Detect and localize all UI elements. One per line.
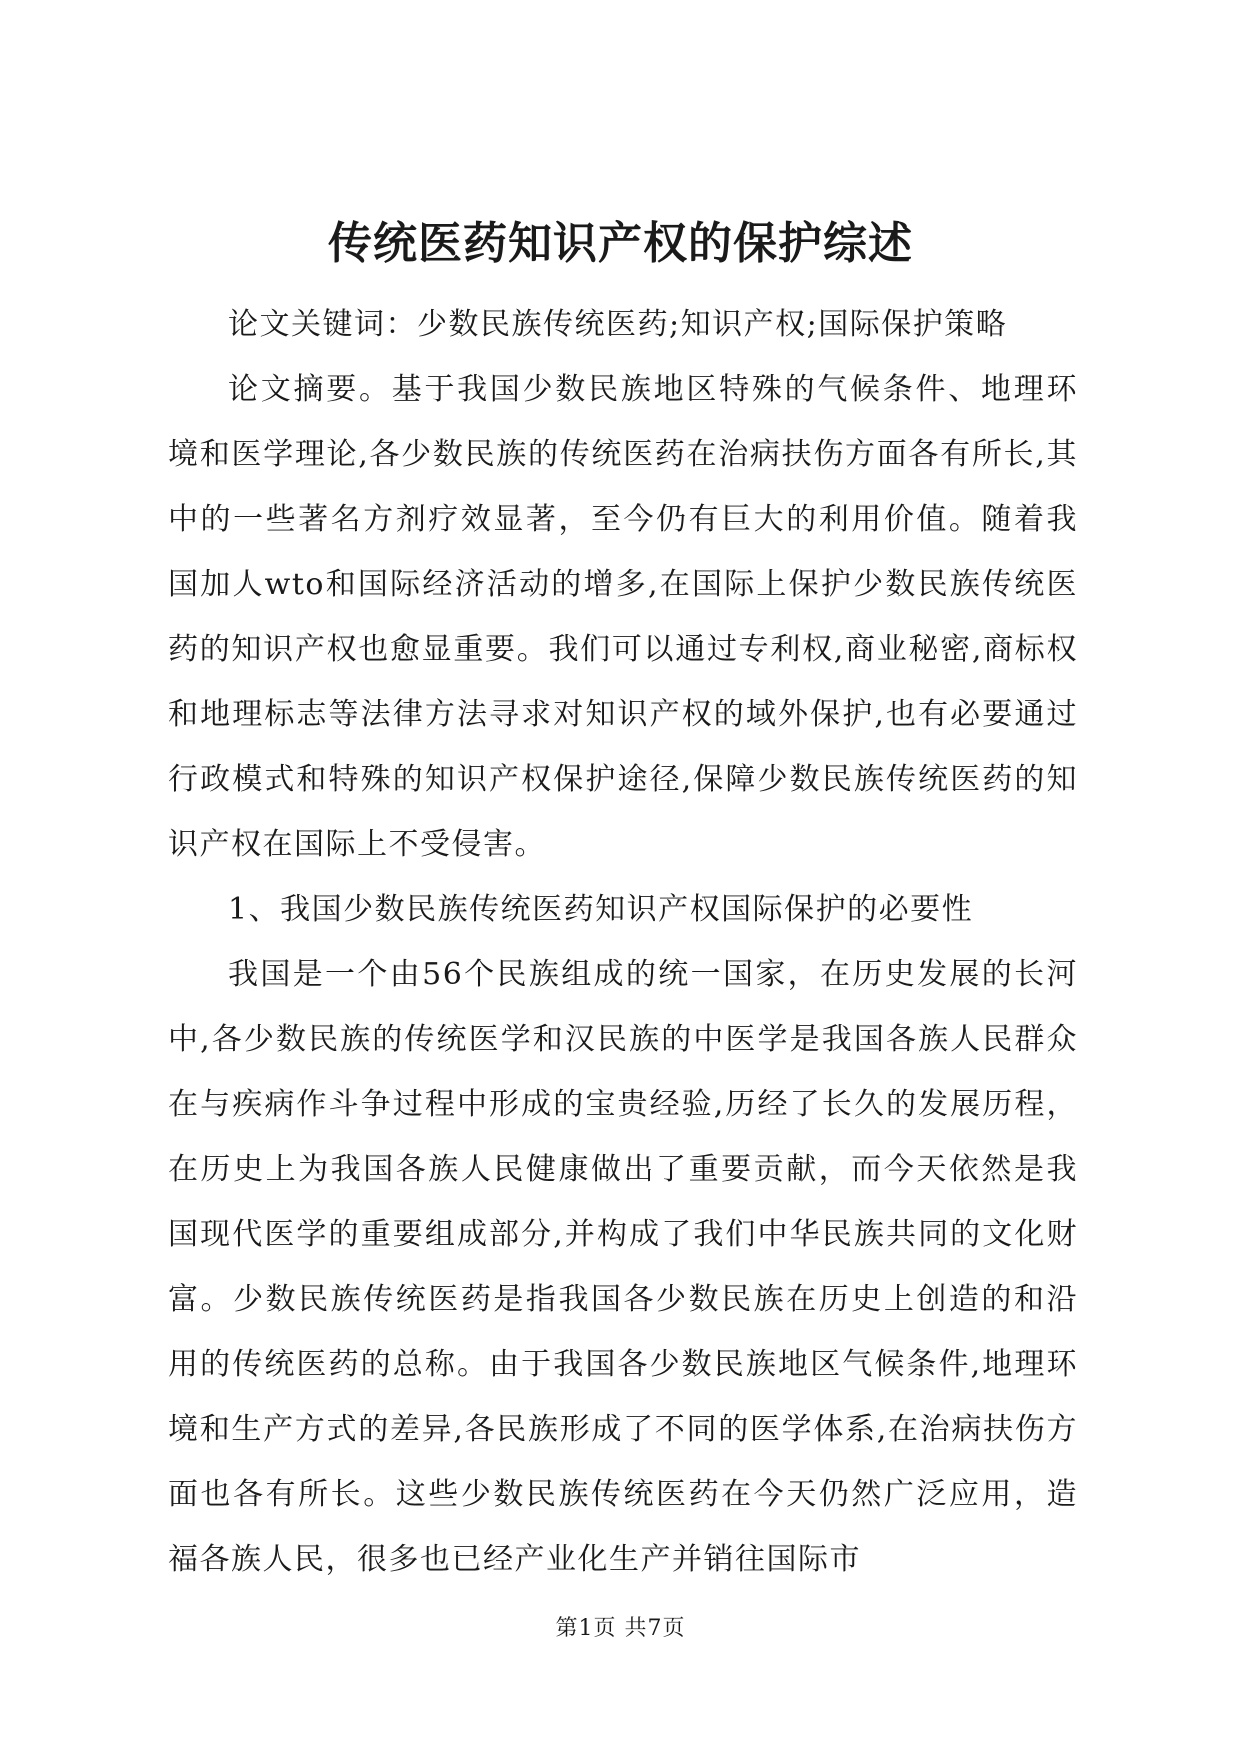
document-body: [168, 292, 1078, 1592]
abstract-paragraph: 论文摘要。基于我国少数民族地区特殊的气候条件、地理环境和医学理论,各少数民族的传统医药在治病扶伤方面各有所长,其中的一些著名方剂疗效显著，至今仍有巨大的利用价值。随着我国加人wto和国际经济活动的增多,在国际上保护少数民族传统医药的知识产权也愈显重要。我们可以通过专利权,商业秘密,商标权和地理标志等法律方法寻求对知识产权的域外保护,也有必要通过行政模式和特殊的知识产权保护途径,保障少数民族传统医药的知识产权在国际上不受侵害。: [168, 372, 1078, 862]
page-footer: 第1页 共7页: [555, 1616, 686, 1641]
document-title: 传统医药知识产权的保护综述: [328, 218, 913, 269]
keywords-paragraph: 论文关键词：少数民族传统医药;知识产权;国际保护策略: [228, 307, 1008, 342]
body-paragraph: 我国是一个由56个民族组成的统一国家，在历史发展的长河中,各少数民族的传统医学和汉民族的中医学是我国各族人民群众在与疾病作斗争过程中形成的宝贵经验,历经了长久的发展历程，在历史上为我国各族人民健康做出了重要贡献，而今天依然是我国现代医学的重要组成部分,并构成了我们中华民族共同的文化财富。少数民族传统医药是指我国各少数民族在历史上创造的和沿用的传统医药的总称。由于我国各少数民族地区气候条件,地理环境和生产方式的差异,各民族形成了不同的医学体系,在治病扶伤方面也各有所长。这些少数民族传统医药在今天仍然广泛应用，造福各族人民，很多也已经产业化生产并销往国际市: [168, 957, 1078, 1577]
section-heading: 1、我国少数民族传统医药知识产权国际保护的必要性: [228, 892, 974, 927]
